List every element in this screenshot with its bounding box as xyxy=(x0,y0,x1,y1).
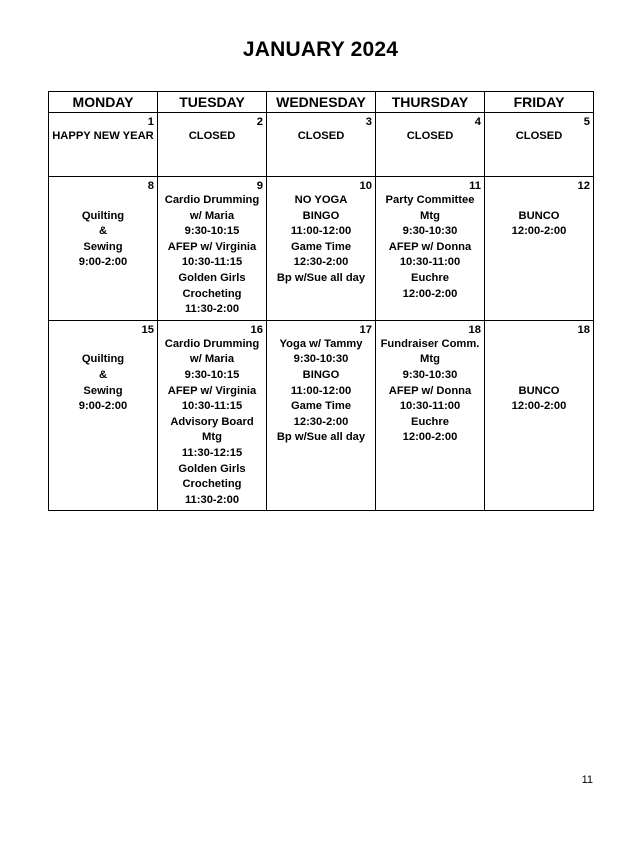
day-cell-wednesday xyxy=(267,177,376,321)
event-line: Cardio Drumming xyxy=(164,194,260,206)
day-cell-thursday xyxy=(376,113,485,177)
event-line: Fundraiser Comm. xyxy=(380,337,480,350)
day-cell-friday xyxy=(485,113,594,177)
event-line: 9:30-10:30 xyxy=(293,353,349,366)
day-number: 4 xyxy=(474,116,481,128)
event-line: Yoga w/ Tammy xyxy=(279,337,363,350)
event-line: 10:30-11:00 xyxy=(399,256,461,269)
day-cell-monday xyxy=(49,177,158,321)
event-line: Quilting xyxy=(81,209,125,222)
event-line: Bp w/Sue all day xyxy=(276,431,366,444)
calendar-table xyxy=(48,91,594,511)
header-friday: FRIDAY xyxy=(485,92,594,113)
event-line: 12:30-2:00 xyxy=(293,256,349,269)
event-list xyxy=(488,337,590,415)
calendar-title: JANUARY 2024 xyxy=(242,38,399,61)
event-line: Euchre xyxy=(411,271,449,284)
event-line: AFEP w/ Virginia xyxy=(167,384,257,397)
day-number: 18 xyxy=(577,323,590,336)
event-line: Crocheting xyxy=(182,478,242,491)
day-number: 10 xyxy=(359,180,372,192)
day-number: 8 xyxy=(147,180,154,192)
event-line: 11:30-2:00 xyxy=(184,303,240,316)
header-tuesday: TUESDAY xyxy=(158,92,267,113)
day-cell-tuesday xyxy=(158,113,267,177)
event-list xyxy=(270,337,372,446)
day-number: 1 xyxy=(147,116,154,128)
day-cell-friday xyxy=(485,177,594,321)
event-line: CLOSED xyxy=(188,130,236,142)
event-line: 9:30-10:30 xyxy=(402,225,458,238)
event-line: AFEP w/ Donna xyxy=(388,240,472,253)
event-line: & xyxy=(98,368,108,381)
event-line: 12:00-2:00 xyxy=(511,225,567,238)
event-line xyxy=(488,337,590,353)
page-number: 11 xyxy=(581,774,593,786)
weekday-header-row xyxy=(49,92,594,113)
week-row xyxy=(49,177,594,321)
event-line: BUNCO xyxy=(518,384,560,397)
event-line xyxy=(488,352,590,368)
event-line xyxy=(52,193,154,209)
event-list xyxy=(488,193,590,240)
event-line: Mtg xyxy=(420,209,440,222)
event-line: BUNCO xyxy=(518,209,560,222)
day-number: 18 xyxy=(468,323,481,336)
event-line: Quilting xyxy=(81,353,125,366)
event-line: Golden Girls xyxy=(178,271,246,284)
day-number: 17 xyxy=(359,323,372,336)
event-line: Bp w/Sue all day xyxy=(276,271,366,284)
event-line: 10:30-11:00 xyxy=(399,400,461,413)
event-line: Mtg xyxy=(202,431,222,444)
event-line xyxy=(488,368,590,384)
event-line xyxy=(488,193,590,209)
day-cell-tuesday xyxy=(158,320,267,511)
day-cell-monday xyxy=(49,113,158,177)
day-cell-wednesday xyxy=(267,113,376,177)
event-list xyxy=(161,193,263,318)
event-list xyxy=(270,193,372,287)
event-line: Mtg xyxy=(420,353,440,366)
event-list xyxy=(379,129,481,145)
event-line: Game Time xyxy=(290,400,352,413)
event-line: 9:00-2:00 xyxy=(78,400,128,413)
week-row xyxy=(49,113,594,177)
event-line: & xyxy=(98,225,108,238)
event-line: 10:30-11:15 xyxy=(181,400,243,413)
event-line: 10:30-11:15 xyxy=(181,256,243,269)
day-number: 15 xyxy=(141,323,154,336)
event-line: Sewing xyxy=(83,240,123,253)
event-line: 11:30-2:00 xyxy=(184,493,240,506)
event-line: AFEP w/ Donna xyxy=(388,384,472,397)
event-line: 9:00-2:00 xyxy=(78,256,128,269)
day-number: 3 xyxy=(365,116,372,128)
day-cell-friday xyxy=(485,320,594,511)
day-cell-thursday xyxy=(376,177,485,321)
week-row xyxy=(49,320,594,511)
event-line: 12:30-2:00 xyxy=(293,415,349,428)
event-line: Advisory Board xyxy=(170,415,254,428)
day-number: 12 xyxy=(577,180,590,192)
event-line: BINGO xyxy=(302,368,340,381)
event-line: 9:30-10:15 xyxy=(184,225,240,238)
day-number: 9 xyxy=(256,180,263,192)
event-line: 12:00-2:00 xyxy=(402,431,458,444)
event-line: 9:30-10:30 xyxy=(402,368,458,381)
event-line: 11:00-12:00 xyxy=(290,225,352,238)
event-line: AFEP w/ Virginia xyxy=(167,240,257,253)
header-monday: MONDAY xyxy=(49,92,158,113)
event-line: CLOSED xyxy=(297,130,345,142)
event-list xyxy=(161,129,263,145)
event-line: HAPPY NEW YEAR xyxy=(52,130,154,142)
event-line: Crocheting xyxy=(182,287,242,300)
event-list xyxy=(161,337,263,509)
event-line: 12:00-2:00 xyxy=(402,287,458,300)
event-line: NO YOGA xyxy=(294,194,348,206)
header-wednesday: WEDNESDAY xyxy=(267,92,376,113)
event-line: CLOSED xyxy=(406,130,454,142)
event-line: 12:00-2:00 xyxy=(511,400,567,413)
event-line: BINGO xyxy=(302,209,340,222)
event-line: Golden Girls xyxy=(178,462,246,475)
day-number: 5 xyxy=(583,116,590,128)
event-list xyxy=(488,129,590,145)
event-line: 11:00-12:00 xyxy=(290,384,352,397)
header-thursday: THURSDAY xyxy=(376,92,485,113)
event-list xyxy=(52,193,154,271)
event-line: CLOSED xyxy=(515,130,563,142)
day-cell-wednesday xyxy=(267,320,376,511)
event-line: 11:30-12:15 xyxy=(181,446,243,459)
event-line: w/ Maria xyxy=(189,353,235,366)
event-line: Euchre xyxy=(411,415,449,428)
event-line: Party Committee xyxy=(385,194,475,206)
day-number: 16 xyxy=(250,323,263,336)
event-list xyxy=(270,129,372,145)
event-line: Sewing xyxy=(83,384,123,397)
day-cell-thursday xyxy=(376,320,485,511)
day-cell-monday xyxy=(49,320,158,511)
day-cell-tuesday xyxy=(158,177,267,321)
event-line xyxy=(52,337,154,353)
event-line: w/ Maria xyxy=(189,209,235,222)
event-line: 9:30-10:15 xyxy=(184,368,240,381)
event-line: Cardio Drumming xyxy=(164,337,260,350)
event-list xyxy=(52,129,154,145)
event-list xyxy=(52,337,154,415)
day-number: 2 xyxy=(256,116,263,128)
event-line: Game Time xyxy=(290,240,352,253)
event-list xyxy=(379,193,481,302)
day-number: 11 xyxy=(469,180,481,192)
event-list xyxy=(379,337,481,446)
